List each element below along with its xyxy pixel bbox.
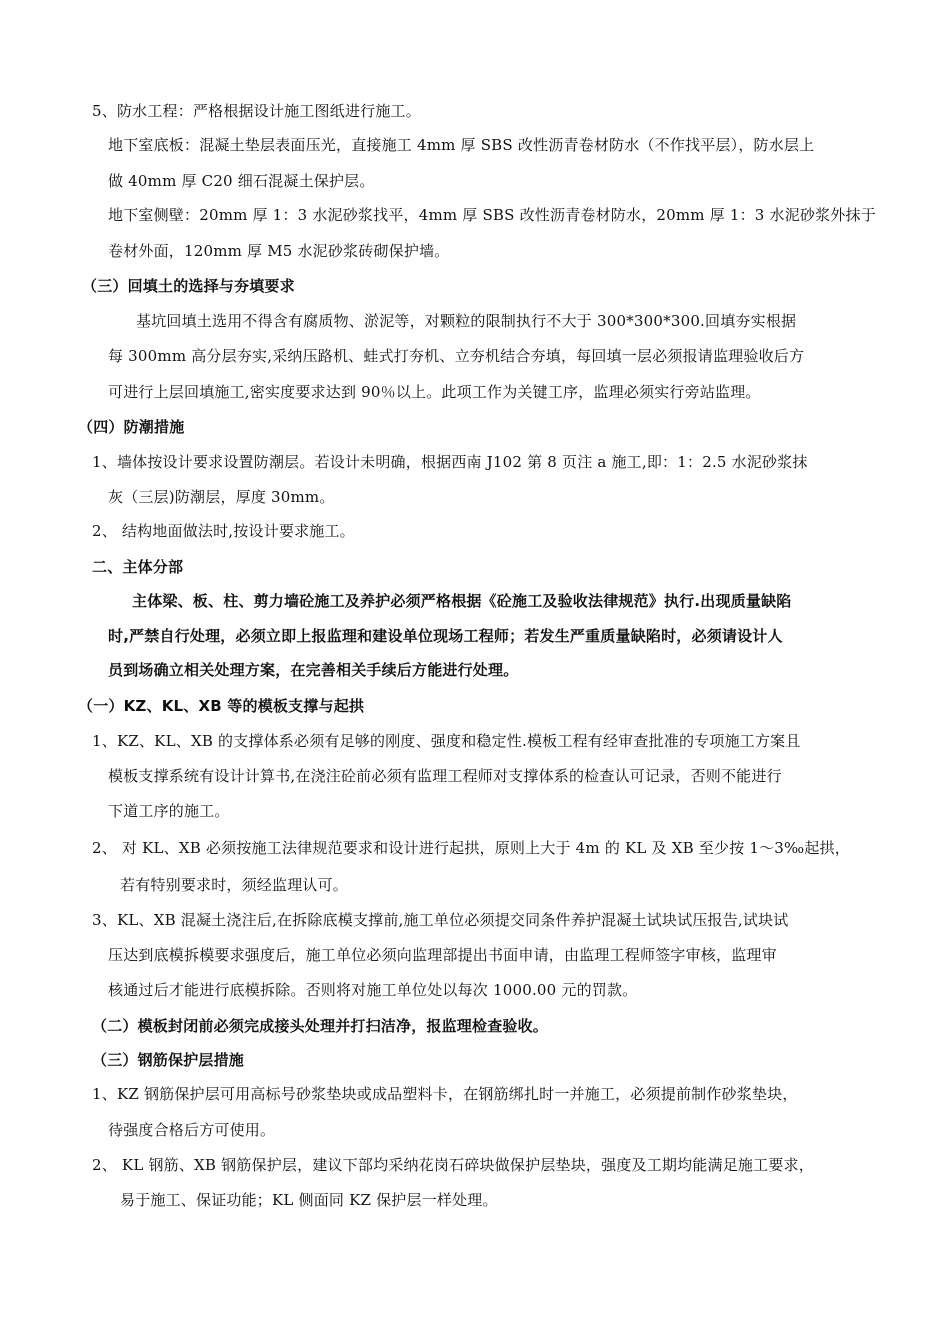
section-heading: （二）模板封闭前必须完成接头处理并打扫洁净，报监理检查验收。 — [92, 1017, 549, 1035]
text-line-bold: 员到场确立相关处理方案，在完善相关手续后方能进行处理。 — [108, 661, 519, 679]
section-heading: （一）KZ、KL、XB 等的模板支撑与起拱 — [78, 697, 365, 715]
text-line: 地下室底板：混凝土垫层表面压光，直接施工 4mm 厚 SBS 改性沥青卷材防水（不作找平层），防水层上 — [108, 136, 815, 154]
text-line: 易于施工、保证功能；KL 侧面同 KZ 保护层一样处理。 — [120, 1191, 498, 1209]
section-heading: （四）防潮措施 — [78, 418, 185, 436]
text-line: 5、防水工程：严格根据设计施工图纸进行施工。 — [92, 102, 421, 120]
text-line: 1、KZ、KL、XB 的支撑体系必须有足够的刚度、强度和稳定性.模板工程有经审查批准的专项施工方案且 — [92, 732, 801, 750]
text-line: 2、 对 KL、XB 必须按施工法律规范要求和设计进行起拱，原则上大于 4m 的 KL 及 XB 至少按 1～3‰起拱， — [92, 839, 850, 857]
text-line: 可进行上层回填施工,密实度要求达到 90％以上。此项工作为关键工序，监理必须实行旁站监理。 — [108, 383, 761, 401]
text-line: 下道工序的施工。 — [108, 802, 230, 820]
section-heading: 二、主体分部 — [92, 558, 184, 576]
text-line: 地下室侧壁：20mm 厚 1：3 水泥砂浆找平，4mm 厚 SBS 改性沥青卷材防水，20mm 厚 1：3 水泥砂浆外抹于 — [108, 206, 876, 224]
text-line: 每 300mm 高分层夯实,采纳压路机、蛙式打夯机、立夯机结合夯填，每回填一层必须报请监理验收后方 — [108, 347, 805, 365]
text-line: 灰（三层)防潮层，厚度 30mm。 — [108, 488, 335, 506]
text-line: 核通过后才能进行底模拆除。否则将对施工单位处以每次 1000.00 元的罚款。 — [108, 981, 638, 999]
text-line: 模板支撑系统有设计计算书,在浇注砼前必须有监理工程师对支撑体系的检查认可记录，否则不能进行 — [108, 767, 782, 785]
text-line: 2、 结构地面做法时,按设计要求施工。 — [92, 522, 355, 540]
text-line: 基坑回填土选用不得含有腐质物、淤泥等，对颗粒的限制执行不大于 300*300*300.回填夯实根据 — [136, 312, 797, 330]
text-line: 卷材外面，120mm 厚 M5 水泥砂浆砖砌保护墙。 — [108, 242, 450, 260]
section-heading: （三）钢筋保护层措施 — [92, 1051, 245, 1069]
text-line: 做 40mm 厚 C20 细石混凝土保护层。 — [108, 172, 375, 190]
text-line: 压达到底模拆模要求强度后，施工单位必须向监理部提出书面申请，由监理工程师签字审核，监理审 — [108, 946, 777, 964]
text-line: 2、 KL 钢筋、XB 钢筋保护层，建议下部均采纳花岗石碎块做保护层垫块，强度及工期均能满足施工要求， — [92, 1156, 814, 1174]
text-line-bold: 时,严禁自行处理，必须立即上报监理和建设单位现场工程师；若发生严重质量缺陷时，必须请设计人 — [108, 627, 783, 645]
section-heading: （三）回填土的选择与夯填要求 — [82, 277, 295, 295]
text-line: 待强度合格后方可使用。 — [108, 1121, 276, 1139]
text-line: 1、墙体按设计要求设置防潮层。若设计未明确，根据西南 J102 第 8 页注 a 施工,即：1：2.5 水泥砂浆抹 — [92, 453, 808, 471]
text-line: 3、KL、XB 混凝土浇注后,在拆除底模支撑前,施工单位必须提交同条件养护混凝土试块试压报告,试块试 — [92, 911, 789, 929]
text-line: 1、KZ 钢筋保护层可用高标号砂浆垫块或成品塑料卡，在钢筋绑扎时一并施工，必须提前制作砂浆垫块， — [92, 1085, 798, 1103]
text-line-bold: 主体梁、板、柱、剪力墙砼施工及养护必须严格根据《砼施工及验收法律规范》执行.出现质量缺陷 — [132, 592, 792, 610]
text-line: 若有特别要求时，须经监理认可。 — [120, 876, 349, 894]
